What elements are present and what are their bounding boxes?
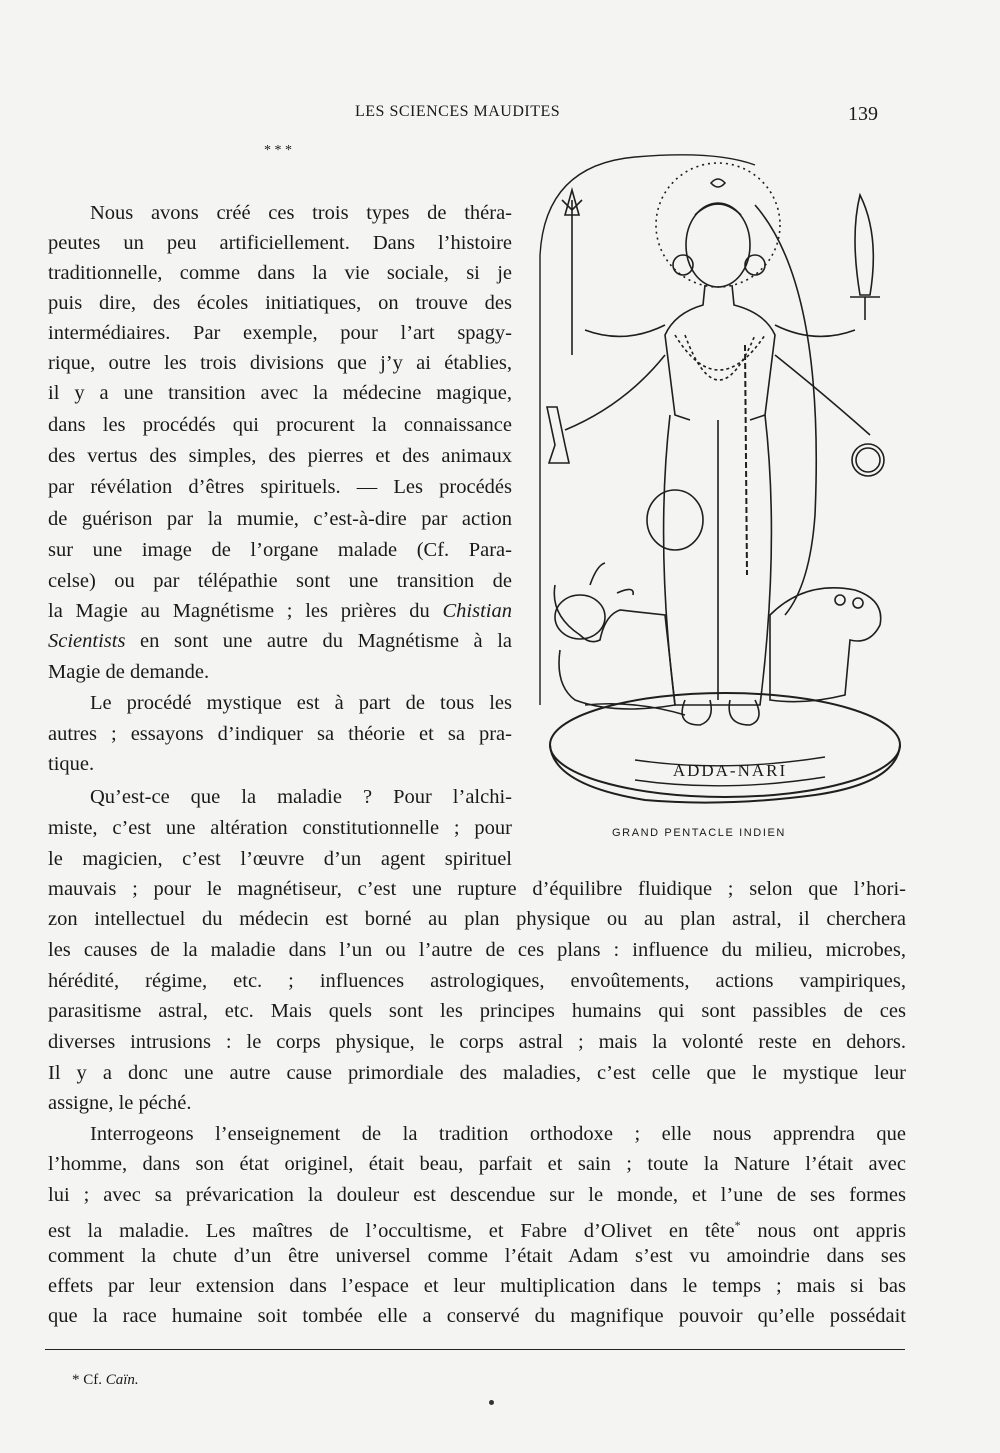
asterism-glyph: * * * xyxy=(264,143,292,158)
body-line: que la race humaine soit tombée elle a conservé du magnifique pouvoir qu’elle possédait xyxy=(48,1305,906,1327)
body-line: parasitisme astral, etc. Mais quels sont les principes humains qui sont passibles de ces xyxy=(48,1000,906,1022)
body-line: comment la chute d’un être universel comme l’était Adam s’est vu amoindrie dans ses xyxy=(48,1245,906,1267)
body-line: rique, outre les trois divisions que j’y ai établies, xyxy=(48,352,512,374)
body-line: traditionnelle, comme dans la vie sociale, si je xyxy=(48,262,512,284)
body-line-with-italic xyxy=(48,628,512,654)
body-line: effets par leur extension dans l’espace et leur multiplication dans le temps ; mais si bas xyxy=(48,1275,906,1297)
body-line: tique. xyxy=(48,753,95,775)
page-mark-dot xyxy=(489,1400,494,1405)
body-line: miste, c’est une altération constitutionnelle ; pour xyxy=(48,817,512,839)
body-line: peutes un peu artificiellement. Dans l’histoire xyxy=(48,232,512,254)
italic-term: Scientists xyxy=(48,630,126,652)
body-line: le magicien, c’est l’œuvre d’un agent spirituel xyxy=(48,848,512,870)
body-line: mauvais ; pour le magnétiseur, c’est une rupture d’équilibre fluidique ; selon que l’hori- xyxy=(48,878,906,900)
body-line: de guérison par la mumie, c’est-à-dire par action xyxy=(48,508,512,530)
body-line: sur une image de l’organe malade (Cf. Para- xyxy=(48,539,512,561)
body-line: des vertus des simples, des pierres et des animaux xyxy=(48,445,512,467)
engraving-inscription: ADDA-NARI xyxy=(672,761,788,780)
body-line: Magie de demande. xyxy=(48,661,210,683)
body-line: diverses intrusions : le corps physique, le corps astral ; mais la volonté reste en dehors. xyxy=(48,1031,906,1053)
section-break-asterism xyxy=(258,145,298,157)
body-line: Le procédé mystique est à part de tous les xyxy=(90,692,512,714)
running-title: LES SCIENCES MAUDITES xyxy=(355,103,561,120)
body-line: puis dire, des écoles initiatiques, on trouve des xyxy=(48,292,512,314)
body-line: il y a une transition avec la médecine magique, xyxy=(48,382,512,404)
italic-term: Chistian xyxy=(442,600,512,622)
body-text: est la maladie. Les maîtres de l’occultisme, et Fabre d’Olivet en tête xyxy=(48,1219,735,1242)
footnote xyxy=(72,1372,139,1389)
footnote-marker: * Cf. xyxy=(72,1372,102,1388)
running-head xyxy=(0,103,1000,123)
body-line: hérédité, régime, etc. ; influences astrologiques, envoûtements, actions vampiriques, xyxy=(48,970,906,992)
body-line: intermédiaires. Par exemple, pour l’art spagy- xyxy=(48,322,512,344)
body-line: par révélation d’êtres spirituels. — Les procédés xyxy=(48,476,512,498)
body-line: assigne, le péché. xyxy=(48,1092,192,1114)
engraving-illustration xyxy=(525,145,915,805)
body-line: celse) ou par télépathie sont une transition de xyxy=(48,570,512,592)
body-line: l’homme, dans son état originel, était beau, parfait et sain ; toute la Nature l’était avec xyxy=(48,1153,906,1175)
body-line: Qu’est-ce que la maladie ? Pour l’alchi- xyxy=(90,786,512,808)
body-line: Interrogeons l’enseignement de la tradition orthodoxe ; elle nous apprendra que xyxy=(90,1123,906,1145)
adda-nari-engraving xyxy=(525,145,915,805)
body-line: dans les procédés qui procurent la connaissance xyxy=(48,414,512,436)
page-number: 139 xyxy=(848,103,878,125)
body-line: Nous avons créé ces trois types de théra- xyxy=(90,202,512,224)
footnote-reference-title: Caïn. xyxy=(105,1372,139,1388)
body-text: la Magie au Magnétisme ; les prières du xyxy=(48,600,430,622)
figure-caption: GRAND PENTACLE INDIEN xyxy=(612,827,786,839)
body-text: nous ont appris xyxy=(757,1219,906,1242)
body-line-with-italic xyxy=(48,598,512,624)
footnote-rule xyxy=(45,1349,905,1350)
body-line: autres ; essayons d’indiquer sa théorie et sa pra- xyxy=(48,723,512,745)
body-line: les causes de la maladie dans l’un ou l’autre de ces plans : influence du milieu, microbes, xyxy=(48,939,906,961)
footnote-reference: * xyxy=(734,1218,741,1232)
body-line: Il y a donc une autre cause primordiale des maladies, c’est celle que le mystique leur xyxy=(48,1062,906,1084)
body-line: zon intellectuel du médecin est borné au plan physique ou au plan astral, il cherchera xyxy=(48,908,906,930)
body-line-with-footnote-mark xyxy=(48,1212,906,1244)
body-text: en sont une autre du Magnétisme à la xyxy=(140,630,512,652)
body-line: lui ; avec sa prévarication la douleur est descendue sur le monde, et l’une de ses formes xyxy=(48,1184,906,1206)
